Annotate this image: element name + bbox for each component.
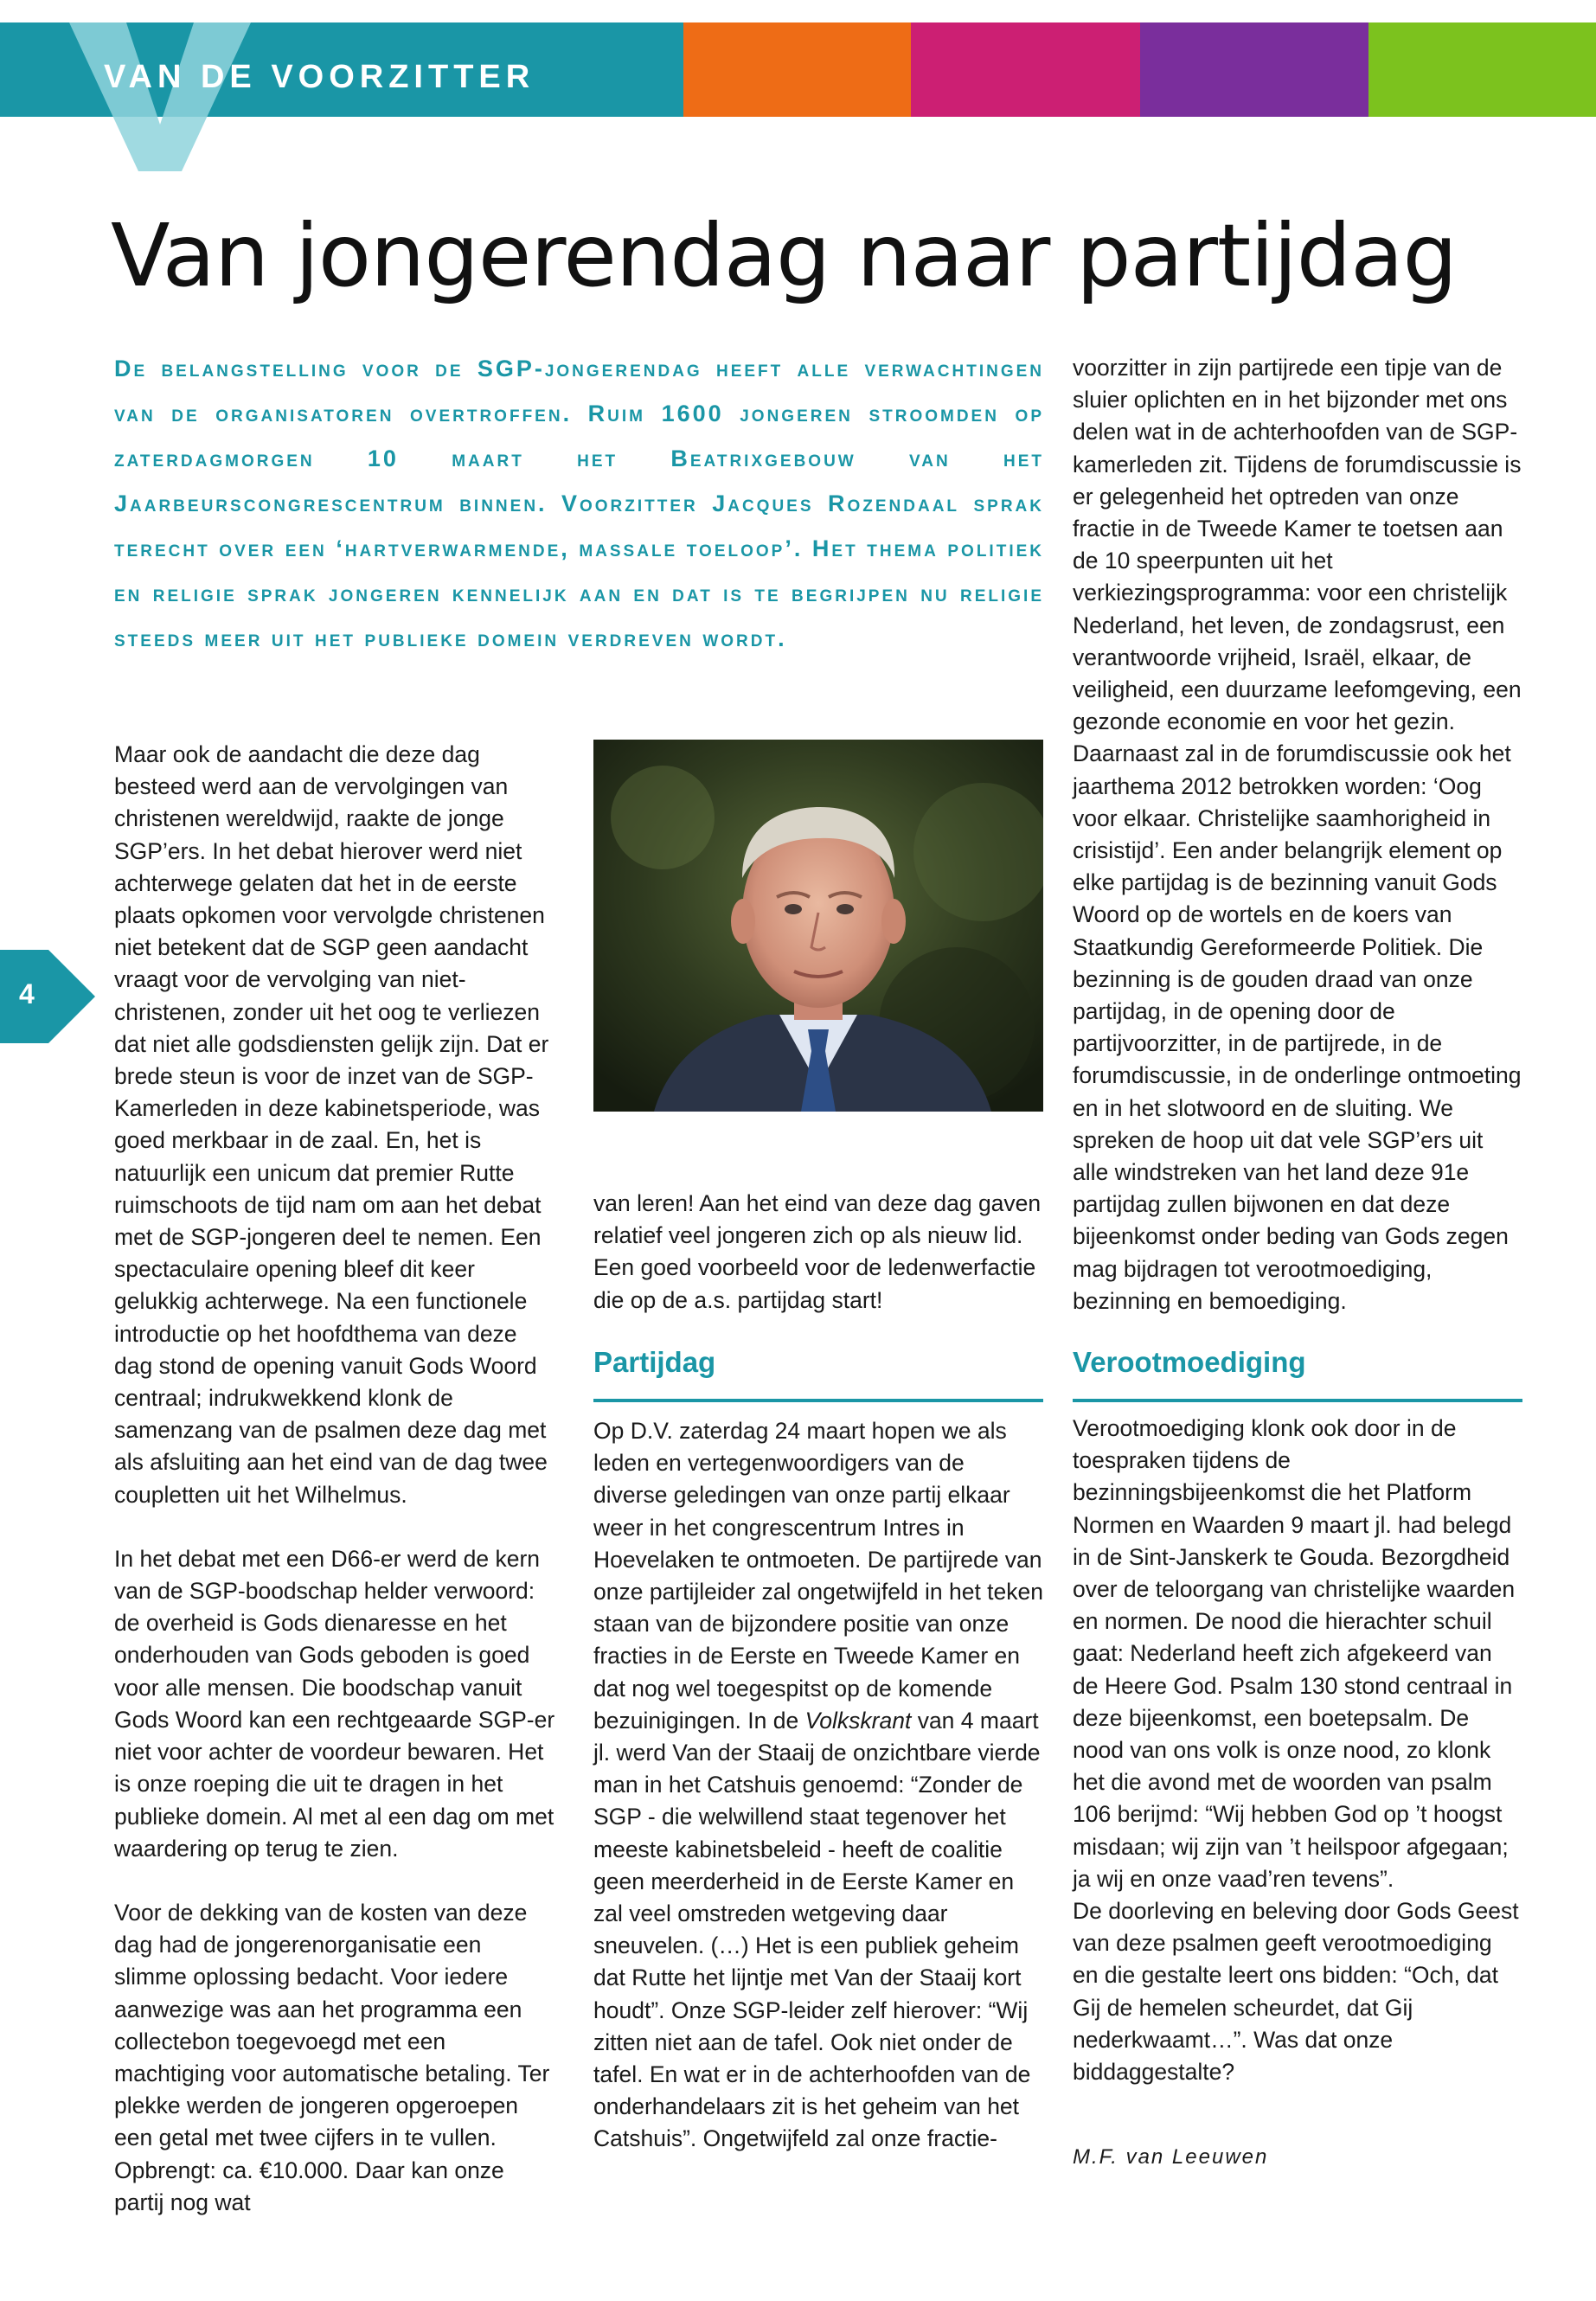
- header-band-magenta: [911, 22, 1140, 117]
- page-number: 4: [19, 978, 35, 1009]
- article-title: Van jongerendag naar partijdag: [111, 205, 1457, 306]
- header-band-green: [1368, 22, 1596, 117]
- column-2-top: [593, 1188, 1043, 1317]
- col2-paragraph-2: [593, 1415, 1043, 2156]
- heading-rule-verootmoediging: [1073, 1399, 1522, 1402]
- col2-p2-part-1: Op D.V. zaterdag 24 maart hopen we als leden en vertegenwoordigers van de diverse geledingen van onze partij elkaar weer in het congrescentrum Intres in Hoevelaken te ontmoeten. De partijrede van onze partijleider zal ongetwijfeld in het teken staan van de bijzondere positie van onze fracties in de Eerste en Tweede Kamer en dat nog wel toegespitst op de komende bezuinigingen. In de: [593, 1418, 1044, 1734]
- heading-partijdag: Partijdag: [593, 1346, 716, 1378]
- column-2-body: [593, 1415, 1043, 2156]
- col3-paragraph-1: voorzitter in zijn partijrede een tipje van de sluier oplichten en in het bijzonder met ons delen wat in de achterhoofden van de SGP-kamerleden zit. Tijdens de forumdiscussie is er gelegenheid het optreden van onze fractie in de Tweede Kamer te toetsen aan de 10 speerpunten uit het verkiezingsprogramma: voor een christelijk Nederland, het leven, de zondagsrust, een verantwoorde vrijheid, Israël, elkaar, de veiligheid, een duurzame leefomgeving, een gezonde economie en voor het gezin. Daarnaast zal in de forumdiscussie ook het jaarthema 2012 betrokken worden: ‘Oog voor elkaar. Christelijke saamhorigheid in crisistijd’. Een ander belangrijk element op elke partijdag is de bezinning vanuit Gods Woord op de wortels en de koers van Staatkundig Gereformeerde Politiek. Die bezinning is de gouden draad van onze partijdag, in de opening door de partijvoorzitter, in de partijrede, in de forumdiscussie, in de onderlinge ontmoeting en in het slotwoord en de sluiting. We spreken de hoop uit dat vele SGP’ers uit alle windstreken van het land deze 91e partijdag zullen bijwonen en dat deze bijeenkomst onder beding van Gods zegen mag bijdragen tot verootmoediging, bezinning en bemoediging.: [1073, 355, 1522, 1314]
- column-1: [114, 739, 555, 2219]
- portrait-illustration: [593, 740, 1043, 1112]
- heading-verootmoediging: Verootmoediging: [1073, 1346, 1306, 1378]
- article-lead: De belangstelling voor de SGP-jongerendag heeft alle verwachtingen van de organisatoren overtroffen. Ruim 1600 jongeren stroomden op zaterdagmorgen 10 maart het Beatrixgebouw van het Jaarbeurscongrescentrum binnen. Voorzitter Jacques Rozendaal sprak terecht over een ‘hartverwarmende, massale toeloop’. Het thema politiek en religie sprak jongeren kennelijk aan en dat is te begrijpen nu religie steeds meer uit het publieke domein verdreven wordt.: [114, 356, 1044, 651]
- section-v-mark: [69, 22, 251, 171]
- column-3-body: [1073, 1413, 1522, 2088]
- author-signature: M.F. van Leeuwen: [1073, 2145, 1269, 2169]
- section-label: VAN DE VOORZITTER: [104, 59, 535, 95]
- col3-paragraph-2: Verootmoediging klonk ook door in de toespraken tijdens de bezinningsbijeenkomst die het Platform Normen en Waarden 9 maart jl. had belegd in de Sint-Janskerk te Gouda. Bezorgdheid over de teloorgang van christelijke waarden en normen. De nood die hierachter schuil gaat: Nederland heeft zich afgekeerd van de Heere God. Psalm 130 stond centraal in deze bijeenkomst, een boetepsalm. De nood van ons volk is onze nood, zo klonk het die avond met de woorden van psalm 106 berijmd: “Wij hebben God op ’t hoogst misdaan; wij zijn van ’t heilspoor afgegaan; ja wij en onze vaad’ren tevens”.: [1073, 1415, 1516, 1892]
- col3-paragraph-3: De doorleving en beleving door Gods Geest van deze psalmen geeft verootmoediging en die gestalte leert ons bidden: “Och, dat Gij de hemelen scheurdet, dat Gij nederkwaamt…”. Was dat onze biddaggestalte?: [1073, 1898, 1519, 2086]
- header-band-orange: [683, 22, 911, 117]
- col1-paragraph-1: Maar ook de aandacht die deze dag besteed werd aan de vervolgingen van christenen wereldwijd, raakte de jonge SGP’ers. In het debat hierover werd niet achterwege gelaten dat het in de eerste plaats opkomen voor vervolgde christenen niet betekent dat de SGP geen aandacht vraagt voor de vervolging van niet-christenen, zonder uit het oog te verliezen dat niet alle godsdiensten gelijk zijn. Dat er brede steun is voor de inzet van de SGP-Kamerleden in deze kabinetsperiode, was goed merkbaar in de zaal. En, het is natuurlijk een unicum dat premier Rutte ruimschoots de tijd nam om aan het debat met de SGP-jongeren deel te nemen. Een spectaculaire opening bleef dit keer gelukkig achterwege. Na een functionele introductie op het hoofdthema van deze dag stond de opening vanuit Gods Woord centraal; indrukwekkend klonk de samenzang van de psalmen deze dag met als afsluiting aan het eind van de dag twee coupletten uit het Wilhelmus.: [114, 741, 549, 1508]
- portrait-photo: [593, 740, 1043, 1112]
- heading-rule-partijdag: [593, 1399, 1043, 1402]
- column-3-top: [1073, 352, 1522, 1317]
- header-band-purple: [1140, 22, 1368, 117]
- volkskrant-italic: Volkskrant: [804, 1707, 912, 1734]
- col1-paragraph-2: In het debat met een D66-er werd de kern van de SGP-boodschap helder verwoord: de overheid is Gods dienaresse en het onderhouden van Gods geboden is goed voor alle mensen. Die boodschap vanuit Gods Woord kan een rechtgeaarde SGP-er niet voor achter de voordeur bewaren. Het is onze roeping die uit te dragen in het publieke domein. Al met al een dag om met waardering op terug te zien.: [114, 1545, 555, 1862]
- page-number-tab: [0, 950, 95, 1043]
- col2-p2-part-2: van 4 maart jl. werd Van der Staaij de onzichtbare vierde man in het Catshuis genoemd: “Zonder de SGP - die welwillend staat tegenover het meeste kabinetsbeleid - heeft de coalitie geen meerderheid in de Eerste Kamer en zal veel omstreden wetgeving daar sneuvelen. (…) Het is een publiek geheim dat Rutte het lijntje met Van der Staaij kort houdt”. Onze SGP-leider zelf hierover: “Wij zitten niet aan de tafel. Ook niet onder de tafel. En wat er in de achterhoofden van de onderhandelaars zit is het geheim van het Catshuis”. Ongetwijfeld zal onze fractie-: [593, 1707, 1041, 2152]
- col1-paragraph-3: Voor de dekking van de kosten van deze dag had de jongerenorganisatie een slimme oplossing bedacht. Voor iedere aanwezige was aan het programma een collectebon toegevoegd met een machtiging voor automatische betaling. Ter plekke werden de jongeren opgeroepen een getal met twee cijfers in te vullen. Opbrengt: ca. €10.000. Daar kan onze partij nog wat: [114, 1899, 550, 2215]
- col2-paragraph-1: van leren! Aan het eind van deze dag gaven relatief veel jongeren zich op als nieuw lid. Een goed voorbeeld voor de ledenwerfactie die op de a.s. partijdag start!: [593, 1190, 1042, 1313]
